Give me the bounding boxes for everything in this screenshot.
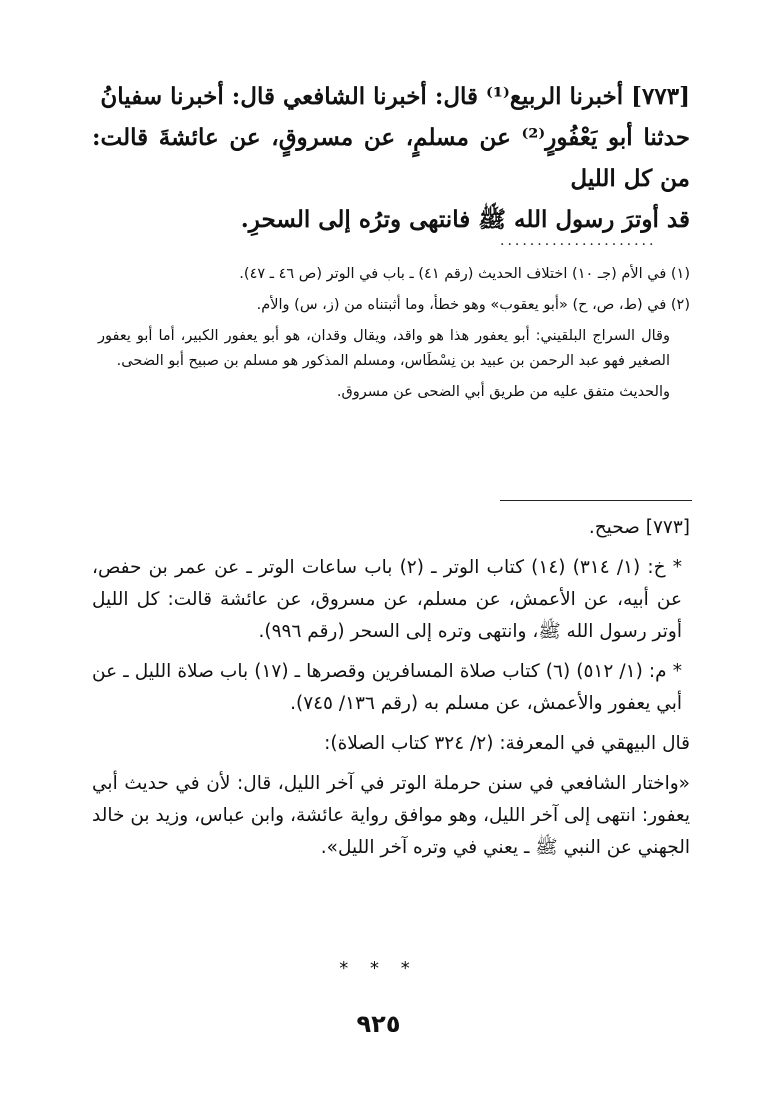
footnotes — [98, 262, 690, 411]
footnote-1: (١) في الأم (جـ ١٠) اختلاف الحديث (رقم ٤١) ـ باب في الوتر (ص ٤٦ ـ ٤٧). — [239, 266, 690, 282]
takhrij-bukhari: * خ: (١/ ٣١٤) (١٤) كتاب الوتر ـ (٢) باب ساعات الوتر ـ عن عمر بن حفص، عن أبيه، عن الأعمش، عن مسلم، عن مسروق، عن عائشة قالت: كل الليل أوتر رسول الله ﷺ، وانتهى وتره إلى السحر (رقم ٩٩٦). — [92, 557, 683, 642]
footnote-2-comment: وقال السراج البلقيني: أبو يعفور هذا هو واقد، ويقال وقدان، هو أبو يعفور الكبير، أما أبو يعفور الصغير فهو عبد الرحمن بن عبيد بن نِسْطَاس، ومسلم المذكور هو مسلم بن صبيح أبو الضحى. — [98, 328, 670, 369]
hadith-text — [92, 76, 690, 240]
takhrij-muslim: * م: (١/ ٥١٢) (٦) كتاب صلاة المسافرين وقصرها ـ (١٧) باب صلاة الليل ـ عن أبي يعفور والأعمش، عن مسلم به (رقم ١٣٦/ ٧٤٥). — [92, 661, 682, 714]
section-divider — [500, 500, 692, 501]
hadith-line: قد أوترَ رسول الله ﷺ فانتهى وترُه إلى السحرِ. — [240, 206, 690, 233]
takhrij-section — [92, 512, 690, 872]
takhrij-heading: [٧٧٣] صحيح. — [588, 517, 690, 538]
section-end-stars: * * * — [339, 958, 418, 979]
page-number: ٩٢٥ — [356, 1010, 401, 1038]
hadith-line: حدثنا أبو يَعْفُورٍ⁽²⁾ عن مسلمٍ، عن مسروقٍ، عن عائشةَ قالت: من كل الليل — [92, 124, 690, 192]
footnote-separator: ..................... — [500, 233, 657, 249]
footnote-2: (٢) في (ط، ص، ح) «أبو يعقوب» وهو خطأ، وما أثبتناه من (ز، س) والأم. — [256, 297, 690, 313]
footnote-2-note: والحديث متفق عليه من طريق أبي الضحى عن مسروق. — [336, 384, 670, 400]
hadith-line: [٧٧٣] أخبرنا الربيع⁽¹⁾ قال: أخبرنا الشافعي قال: أخبرنا سفيانُ — [100, 83, 690, 110]
bayhaqi-quote: «واختار الشافعي في سنن حرملة الوتر في آخر الليل، قال: لأن في حديث أبي يعفور: انتهى إلى آخر الليل، وهو موافق رواية عائشة، وابن عباس، وزيد بن خالد الجهني عن النبي ﷺ ـ يعني في وتره آخر الليل». — [92, 773, 690, 858]
bayhaqi-citation: قال البيهقي في المعرفة: (٢/ ٣٢٤ كتاب الصلاة): — [324, 733, 690, 754]
